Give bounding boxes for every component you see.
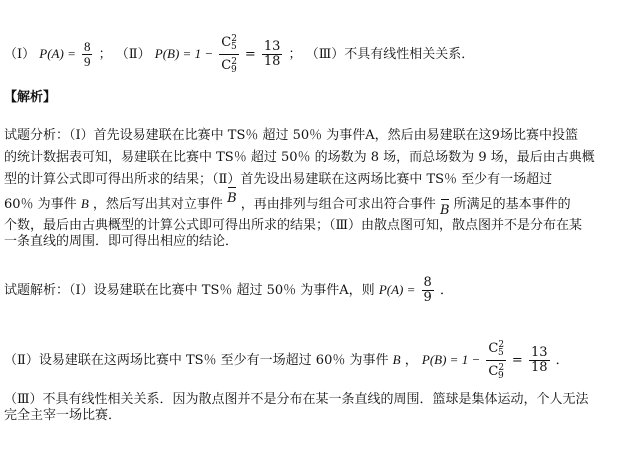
solution-text: 试题解析：（Ⅰ）设易建联在比赛中 TS％ 超过 50％ 为事件A，则 [4,283,375,298]
part3-text: （Ⅲ）不具有线性相关关系． [305,47,475,62]
part2-expression: P(B) = 1 − [154,46,214,61]
analysis-text: ，然后写出其对立事件 [92,197,223,212]
comb-base: C [488,364,499,379]
event-b-complement: B [227,191,237,206]
part2-label: （Ⅱ） [115,47,151,62]
event-b: B [392,352,401,367]
solution-combination-fraction [486,338,505,383]
comb-base: C [488,341,499,356]
fraction-numerator [219,32,238,55]
comb-sup: 2 [231,34,237,44]
analysis-line-2: 的统计数据表可知，易建联在比赛中 TS％ 超过 50％ 的场数为 8 场，而总场数为 9 场，最后由古典概 [4,150,595,165]
comb-sup: 2 [498,363,505,373]
part2-combination-fraction [219,32,238,77]
separator: ； [288,47,302,62]
solution-part-1 [4,276,453,305]
equals-sign: = [244,47,256,62]
comb-sub: 9 [498,371,504,381]
comb-sup: 2 [498,340,505,350]
event-b: B [80,196,89,211]
fraction-denominator: 18 [263,54,281,69]
analysis-line-5: 个数，最后由古典概型的计算公式即可得出所求的结果；（Ⅲ）由散点图可知，散点图并不是分布在某 [4,218,583,233]
fraction-numerator: 8 [83,39,91,54]
solution-expression: P(A) = [378,282,416,297]
fraction-numerator: 13 [263,39,281,54]
analysis-text: 60％ 为事件 [4,197,77,212]
fraction-denominator: 18 [530,360,548,375]
solution-expression: P(B) = 1 − [421,352,481,367]
analysis-heading: 【解析】 [4,90,57,105]
solution-part-3-line-1: （Ⅲ）不具有线性相关关系．因为散点图并不是分布在某一条直线的周围．篮球是集体运动，个人无法 [4,392,589,407]
solution-part-3-line-2: 完全主宰一场比赛． [4,408,122,423]
equals-sign: = [511,353,523,368]
fraction-denominator: 9 [423,290,432,305]
fraction-numerator: 8 [423,275,432,290]
comb-sub: 5 [230,42,237,52]
fraction-numerator: 13 [530,345,548,360]
part2-result-fraction [262,40,283,69]
comb-base: C [221,35,232,50]
event-b-complement: B [439,203,450,218]
solution-fraction [422,276,434,305]
analysis-text: ，再由排列与组合可求出符合事件 [240,197,436,212]
comma: ， [404,353,418,368]
analysis-line-1: 试题分析：（Ⅰ）首先设易建联在比赛中 TS％ 超过 50％ 为事件A，然后由易建联在这9场比赛中投篮 [4,128,578,143]
analysis-line-4 [4,191,571,218]
comb-base: C [221,58,232,73]
solution-text: （Ⅱ）设易建联在这两场比赛中 TS％ 至少有一场超过 60％ 为事件 [4,353,389,368]
analysis-line-6: 一条直线的周围．即可得出相应的结论． [4,234,239,249]
solution-part-2 [4,338,569,383]
separator: ； [98,47,112,62]
analysis-line-3: 型的计算公式即可得出所求的结果；（Ⅱ）首先设出易建联在这两场比赛中 TS％ 至少有一场超过 [4,172,553,187]
period: ． [439,283,453,298]
comb-sub: 5 [498,348,504,358]
fraction-denominator [219,55,238,77]
part1-expression: P(A) = [39,46,76,61]
answer-line [4,32,474,77]
fraction-numerator [486,338,505,361]
fraction-denominator [486,361,505,383]
part1-label: （Ⅰ） [4,47,36,62]
solution-result-fraction [529,346,550,375]
comb-sup: 2 [231,57,237,67]
analysis-text: 所满足的基本事件的 [453,197,571,212]
comb-sub: 9 [230,65,237,75]
fraction-denominator: 9 [83,54,91,69]
period: ． [555,353,569,368]
part1-fraction [82,40,93,69]
